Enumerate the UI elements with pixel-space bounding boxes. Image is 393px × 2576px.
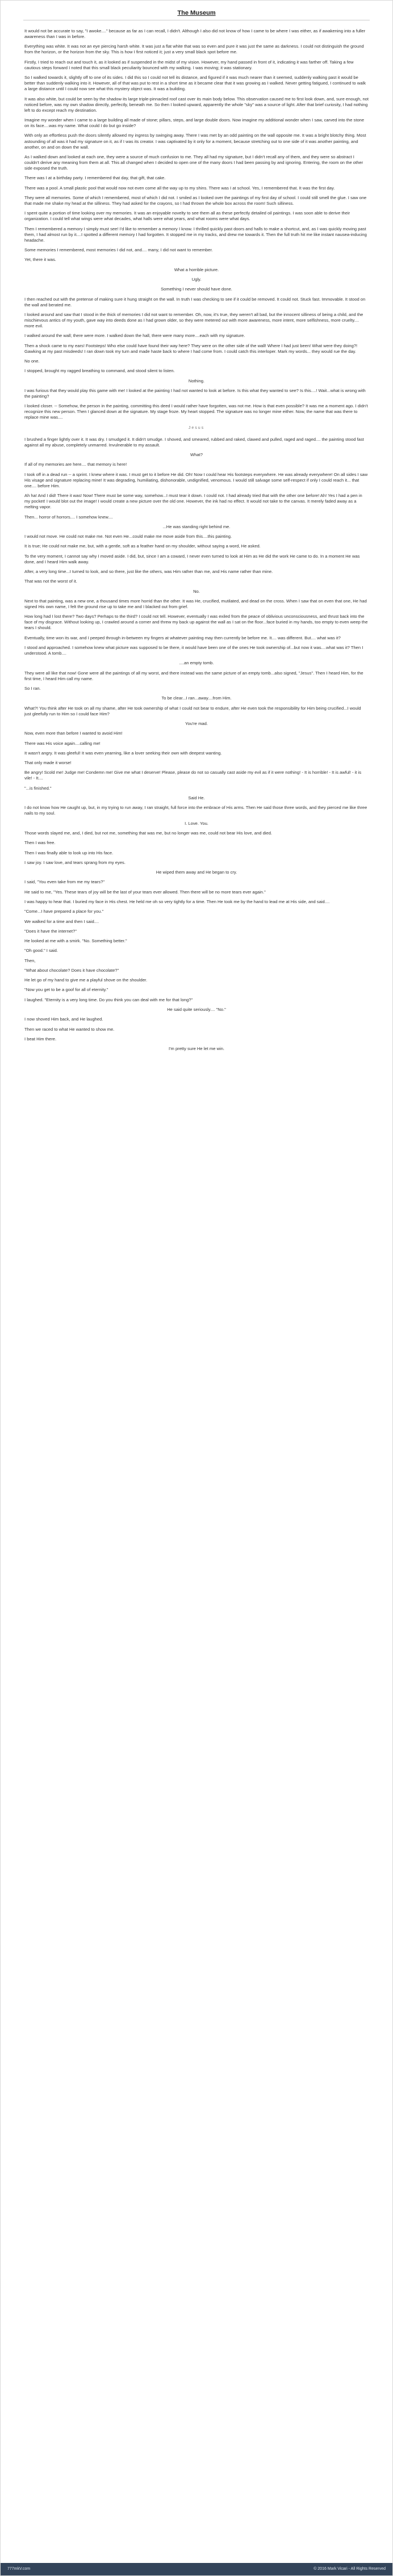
story-paragraph: There was I at a birthday party. I remembered that day, that gift, that cake.	[24, 175, 166, 181]
story-paragraph: Some memories I remembered, most memories I did not, and.... many, I did not want to remember.	[24, 247, 213, 253]
story-paragraph: Eventually, time won its war, and I peeped through in-between my fingers at whatever painting may then currently be before me. It.... was different. But.... what was it?	[24, 635, 341, 640]
story-paragraph: "Come...I have prepared a place for you."	[24, 909, 104, 914]
story-paragraph: ....an empty tomb.	[179, 660, 214, 666]
story-paragraph: "Oh good." I said.	[24, 948, 58, 954]
section-break: Jesus	[188, 425, 205, 430]
story-paragraph: They were all memories. Some of which I remembered, most of which I did not. I smiled as I looked over the paintings of my first day of school. I could still smell the glue. I saw one that made me shake my head at the silliness. They had asked for the crayons, so I had thrown the whole box across the room! Such silliness.	[24, 195, 367, 206]
story-paragraph: I do not know how He caught up, but, in my trying to run away, I ran straight, full force into the embrace of His arms. Then He said those three words, and they pierced me like three nails to my soul.	[24, 805, 367, 816]
story-paragraph: Then I was finally able to look up into His face.	[24, 850, 114, 855]
story-paragraph: I was happy to hear that. I buried my face in His chest. He held me oh so very tightly for a time. Then He took me by the hand to lead me at His side, and said....	[24, 899, 330, 904]
story-paragraph: I took off in a dead run -- a sprint. I knew where it was. I must get to it before He did. Oh! Now I could hear His footsteps everywhere. He was already everywhere! On all sides I saw His visage and signature replacing mine! It was degrading, humiliating, dishonorable, undignified, venomous. I would still salvage some self-respect if only I could reach it... that one.... before Him.	[24, 471, 368, 488]
story-paragraph: Be angry! Scold me! Judge me! Condemn me! Give me what I deserve! Please, please do not so casually cast aside my evil as if it were nothing! - It is horrible! - It is awful! - it is vile! - It....	[24, 770, 361, 781]
story-paragraph: ...He was standing right behind me.	[162, 524, 231, 529]
story-paragraph: That was not the worst of it.	[24, 579, 77, 584]
header	[1, 1, 392, 20]
story-paragraph: Then I remembered a memory I simply must see! I'd like to remember a memory I know. I thrilled quickly past doors and halls to make a shortcut, and, as I was quickly moving past them, I had almost run by it....I spotted a different memory I had forgotten. It stopped me in my tracks, and drew me towards it. Then the full truth hit me like instant nausea-inducing headache.	[24, 226, 367, 243]
story-paragraph: That only made it worse!	[24, 760, 72, 766]
story-paragraph: "Does it have the internet?"	[24, 928, 77, 934]
story-part-one	[24, 28, 369, 421]
story-paragraph: Everything was white. It was not an eye piercing harsh white. It was just a flat white that was so even and pure it was just the same as darkness. I could not distinguish the ground from the horizon, or the horizon from the sky. This is how I first noticed it; just a very small black spot before me.	[24, 44, 364, 55]
story-paragraph: We walked for a time and then I said....	[24, 918, 99, 924]
story-paragraph: Then... horror of horrors.... I somehow knew....	[24, 514, 113, 520]
story-paragraph: I laughed. "Eternity is a very long time. Do you think you can deal with me for that long?"	[24, 997, 193, 1002]
story-paragraph: He said quite seriously.... "No."	[167, 1007, 226, 1013]
footer	[1, 2563, 392, 2575]
story-paragraph: What?	[190, 452, 203, 458]
story-paragraph: "Now you get to be a goof for all of eternity."	[24, 987, 108, 993]
story-paragraph: There was a pool. A small plastic pool that would now not even come all the way up to my shins. There was I at school. Yes, I remembered that. It was the first day.	[24, 185, 335, 191]
story-paragraph: He wiped them away and He began to cry.	[156, 870, 237, 875]
footer-site-link[interactable]: 777mkV.com	[7, 2567, 31, 2571]
story-paragraph: Ah ha! And I did! There it was! Now! There must be some way, somehow...I must tear it down. I could not. I had already tried that with the other one before! Ah! Yes I had a pen in my pocket! I would blot out the image! I would create a new picture over the old one. However, the ink had no effect. It would not take to the canvas. It merely faded away as a melting vapor.	[24, 493, 362, 510]
story-paragraph: "...is finished."	[24, 785, 52, 791]
story-paragraph: I brushed a finger lightly over it. It was dry. I smudged it. It didn't smudge. I shoved, and smeared, rubbed and raked, clawed and pulled, raged and raged.... the painting stood fast against all my abuse, completely unmarred. Invulnerable to my assault.	[24, 436, 364, 448]
story-paragraph: I beat Him there.	[24, 1036, 57, 1042]
story-paragraph: You're mad.	[185, 720, 208, 726]
story-paragraph: No one.	[24, 359, 40, 364]
story-paragraph: I walked around the wall; there were more. I walked down the hall, there were many more....each with my signature.	[24, 333, 245, 339]
story-paragraph: Then a shock came to my ears! Footsteps! Who else could have found their way here? They were on the other side of the wall! Where I had just been! What were they doing?! Gawking at my past misdeeds! I ran down took my turn and made haste back to where I had come from. I could catch this interloper. Mark my words... they would rue the day.	[24, 343, 358, 354]
story-paragraph: Yet, there it was.	[24, 257, 56, 263]
story-paragraph: How long had I lost there? Two days? Perhaps to the third? I could not tell. However, eventually I was exiled from the peace of oblivious unconsciousness, and thrust back into the face of my disgrace. Without looking up, I crawled around a corner and threw my back up against the wall as I sat on the floor...face buried in my hands, too empty to even weep the tears I should.	[24, 614, 368, 631]
story-paragraph: Then I was free.	[24, 840, 56, 846]
story-paragraph: Imagine my wonder when I came to a large building all made of stone; pillars, steps, and large double doors. Now imagine my additional wonder when I saw, carved into the stone on its face....was my name. What could I do but go inside?	[24, 117, 365, 129]
story-paragraph: Now, even more than before I wanted to avoid Him!	[24, 731, 123, 736]
story-paragraph: Nothing.	[188, 378, 205, 383]
story-paragraph: "What about chocolate? Does it have chocolate?"	[24, 967, 119, 973]
story-paragraph: Ugly.	[191, 277, 202, 282]
story-body	[1, 20, 392, 1052]
story-paragraph: I. Love. You.	[185, 820, 208, 826]
story-paragraph: It was also white, but could be seen by the shadow its large triple-pinnacled roof cast over its main body below. This observation caused me to first look down, and, sure enough, not noticed before, was my own shadow directly, perfectly, beneath me. So then I looked upward, apparently the whole "sky" was a source of light. After that brief curiosity, I had nothing left to do except reach my destination.	[24, 96, 369, 113]
story-paragraph: I spent quite a portion of time looking over my memories. It was an enjoyable novelty to see them all as these perfectly detailed oil paintings. I was soon able to derive their organization. I could tell what wings were what decades, what halls were what years, and what rooms were what days.	[24, 210, 350, 222]
page-title: The Museum	[177, 10, 216, 16]
story-paragraph: What a horrible picture.	[174, 267, 219, 272]
story-paragraph: Then,	[24, 958, 36, 963]
story-paragraph: I now shoved Him back, and He laughed.	[24, 1017, 103, 1022]
story-paragraph: I said, "You even take from me my tears?"	[24, 879, 105, 885]
story-paragraph: As I walked down and looked at each one, they were a source of much confusion to me. They all had my signature, but I didn't recall any of them, and they were so abstract I couldn't derive any meaning from them at all. This all changed when I decided to open one of the many doors I had been passing by and ignoring. Entering, the room on the other side exposed the truth.	[24, 154, 363, 171]
story-paragraph: It is true; He could not make me, but, with a gentle, soft as a feather hand on my shoulder, without saying a word, He asked.	[24, 543, 261, 549]
story-paragraph: Something I never should have done.	[161, 286, 232, 292]
story-paragraph: Those words slayed me, and, I died, but not me, something that was me, but no longer was me, could not bear His love, and died.	[24, 830, 273, 836]
story-paragraph: There was His voice again....calling me!	[24, 740, 101, 746]
story-paragraph: Firstly, I tried to reach out and touch it, as it looked as if suspended in the midst of my vision. However, my hand passed in front of it, indicating it was farther off. Taking a few cautious steps forward I noted that this small black peculiarity bounced with my walking. I was moving; it was stationary.	[24, 59, 354, 70]
story-paragraph: I'm pretty sure He let me win.	[168, 1046, 225, 1052]
story-part-two	[24, 437, 369, 1052]
story-paragraph: I was furious that they would play this game with me! I looked at the painting I had not wanted to look at before. Is this what they wanted to see? Is this....! Wait...what is wrong with the painting?	[24, 387, 366, 399]
story-paragraph: To be clear...I ran...away....from Him.	[161, 695, 232, 701]
story-paragraph: I would not move. He could not make me. Not even He...could make me move aside from this....this painting.	[24, 534, 232, 539]
story-paragraph: I then reached out with the pretense of making sure it hung straight on the wall. In truth I was checking to see if it could be removed. It could not. Stuck fast. Immovable. It stood on the wall and berated me.	[24, 296, 366, 307]
story-paragraph: He said to me, "Yes. These tears of joy will be the last of your tears ever allowed. Then there will be no more tears ever again."	[24, 889, 266, 895]
story-paragraph: I stood and approached. I somehow knew what picture was supposed to be there, it would have been one of the ones He took ownership of...but now it was....what was it? Then I understood. A tomb....	[24, 645, 363, 656]
story-paragraph: No.	[193, 588, 200, 594]
story-paragraph: He looked at me with a smirk. "No. Something better."	[24, 938, 127, 944]
footer-copyright: © 2016 Mark Vicari - All Rights Reserved	[313, 2567, 386, 2571]
story-paragraph: He let go of my hand to give me a playful shove on the shoulder.	[24, 977, 148, 983]
story-paragraph: I stopped, brought my ragged breathing to command, and stood silent to listen.	[24, 368, 175, 374]
story-paragraph: If all of my memories are here.... that memory is here!	[24, 462, 127, 467]
story-paragraph: What?! You think after He took on all my shame, after He took ownership of what I could not bear to endure, after He even took the responsibility for Him being crucified...I would just gleefully run to Him so I could face Him?	[24, 705, 361, 716]
story-paragraph: Next to that painting, was a new one, a thousand times more horrid than the other. It was He, crucified, mutilated, and dead on the cross. When I saw that on even that one, He had signed His own name, I felt the ground rise up to take me and I blacked out from grief.	[24, 598, 367, 609]
story-paragraph: With only an effortless push the doors silently allowed my ingress by swinging away. There I was met by an odd painting on the wall opposite me. It was a bright blotchy thing. Most astounding of all was it had my signature on it, as if I was its creator. I was captivated by it only for a moment, because stretching out to one side of it was another painting, and another, on and on down the wall.	[24, 133, 366, 150]
story-paragraph: It would not be accurate to say, "I awoke...." because as far as I can recall, I didn't. Although I also did not know of how I came to be where I was either, as if awakening into a fuller awareness than I was in before.	[24, 28, 366, 40]
story-paragraph: So I walked towards it, slightly off to one of its sides. I did this so I could not tell its distance, and figured if it was much nearer than it seemed, suddenly walking past it would be better than suddenly walking into it. However, all of that was put to rest in a short time as it became clear that it was growing as I walked. Never getting fatigued, I continued to walk a large distance until I could now see what this mystery object was. It was a building.	[24, 75, 366, 92]
story-paragraph: Said He.	[188, 795, 205, 801]
story-paragraph: I looked around and saw that I stood in the thick of memories I did not want to remember. Oh, now, it's true, they weren't all bad, but the innocent silliness of being a child, and the mischievous antics of my youth, gave way into deeds done as I had grown older, so they were metered out with more awareness, more intent, more selfishness, more cruelty.... more evil.	[24, 311, 363, 329]
story-paragraph: I looked closer. -- Somehow, the person in the painting, committing this deed I would rather have forgotten, was not me. How is that even possible? It was me a moment ago. I didn't recognize this new person. Then I glanced down at the signature. My stage froze. My heart stopped. The signature was no longer mine either. Now, the name that was there to replace mine was....	[24, 403, 368, 420]
story-paragraph: So I ran.	[24, 686, 41, 692]
story-paragraph: It wasn't angry. It was gleeful! It was even yearning, like a lover seeking their own with deepest wanting.	[24, 750, 222, 756]
story-paragraph: After, a very long time...I turned to look, and so there, just like the others, was Him rather than me, and His name rather than mine.	[24, 569, 273, 575]
story-paragraph: Then we raced to what He wanted to show me.	[24, 1026, 115, 1032]
story-paragraph: I saw joy. I saw love, and tears sprang from my eyes.	[24, 859, 126, 865]
story-paragraph: To the very moment, I cannot say why I moved aside. I did, but, since I am a coward, I never even turned to look at Him as He did the work He came to do. In a moment He was done, and I heard Him walk away.	[24, 553, 360, 564]
story-paragraph: They were all like that now! Gone were all the paintings of all my worst, and there instead was the same picture of an empty tomb...also signed, "Jesus". Then I heard Him, for the first time, I heard Him call my name.	[24, 670, 363, 681]
